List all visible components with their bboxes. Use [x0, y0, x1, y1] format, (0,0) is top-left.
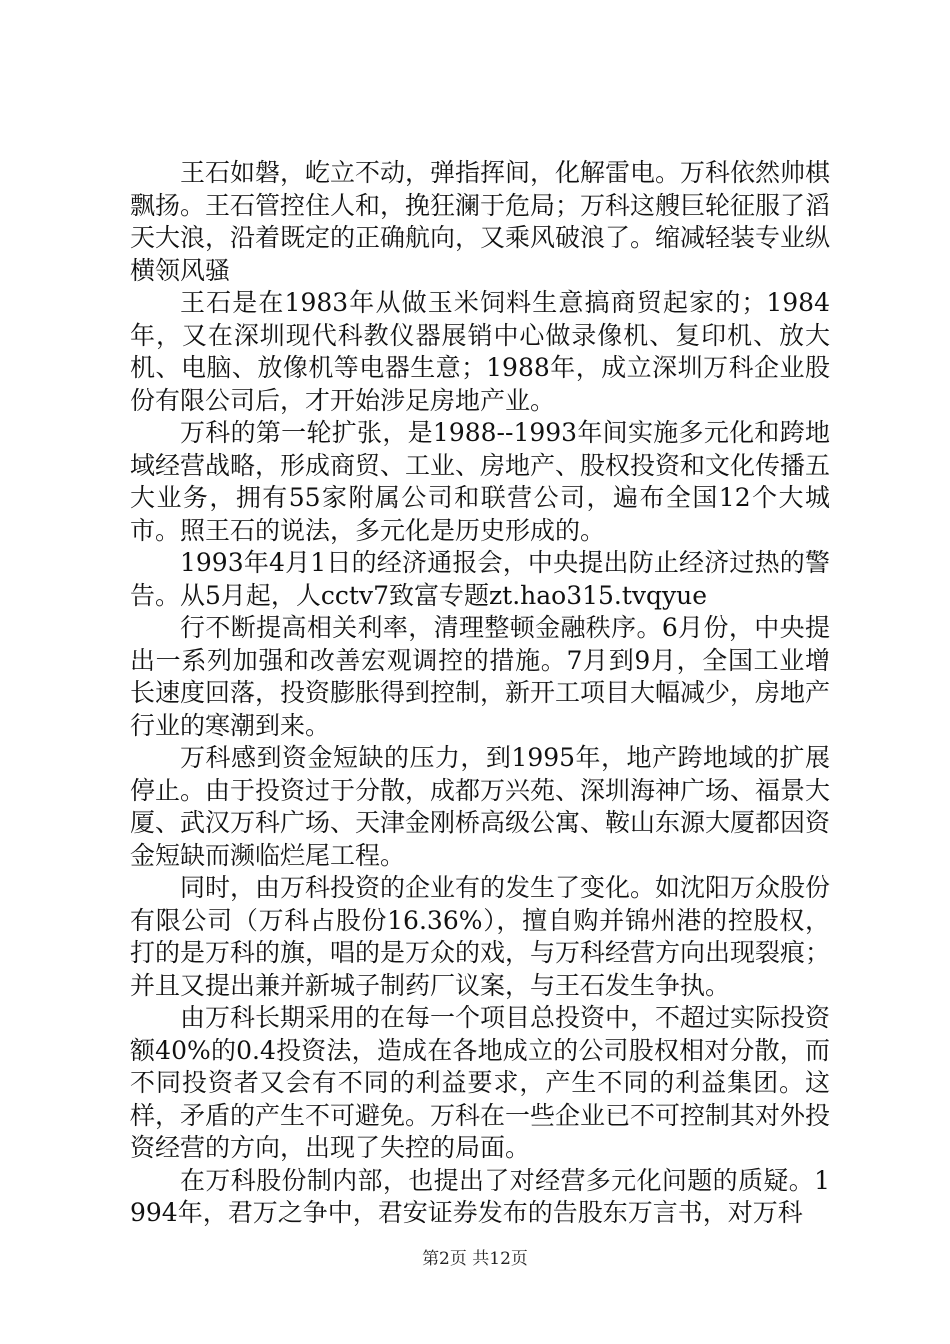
- paragraph-2: 王石是在1983年从做玉米饲料生意搞商贸起家的；1984年，又在深圳现代科教仪器展销中心做录像机、复印机、放大机、电脑、放像机等电器生意；1988年，成立深圳万科企业股份有限公司后，才开始涉足房地产业。: [130, 288, 830, 415]
- paragraph-8: 由万科长期采用的在每一个项目总投资中，不超过实际投资额40%的0.4投资法，造成在各地成立的公司股权相对分散，而不同投资者又会有不同的利益要求，产生不同的利益集团。这样，矛盾的产生不可避免。万科在一些企业已不可控制其对外投资经营的方向，出现了失控的局面。: [130, 1003, 831, 1162]
- document-body: [130, 157, 830, 1230]
- paragraph-7: 同时，由万科投资的企业有的发生了变化。如沈阳万众股份有限公司（万科占股份16.36%），擅自购并锦州港的控股权，打的是万科的旗，唱的是万众的戏，与万科经营方向出现裂痕；并且又提出兼并新城子制药厂议案，与王石发生争执。: [130, 873, 831, 1000]
- page-number: 第2页 共12页: [422, 1249, 528, 1269]
- paragraph-6: 万科感到资金短缺的压力，到1995年，地产跨地域的扩展停止。由于投资过于分散，成都万兴苑、深圳海神广场、福景大厦、武汉万科广场、天津金刚桥高级公寓、鞍山东源大厦都因资金短缺而濒临烂尾工程。: [130, 743, 831, 870]
- paragraph-9: 在万科股份制内部，也提出了对经营多元化问题的质疑。1994年，君万之争中，君安证券发布的告股东万言书，对万科: [130, 1165, 830, 1227]
- paragraph-5: 行不断提高相关利率，清理整顿金融秩序。6月份，中央提出一系列加强和改善宏观调控的措施。7月到9月，全国工业增长速度回落，投资膨胀得到控制，新开工项目大幅减少，房地产行业的寒潮到来。: [130, 613, 831, 740]
- paragraph-1: 王石如磐，屹立不动，弹指挥间，化解雷电。万科依然帅棋飘扬。王石管控住人和，挽狂澜于危局；万科这艘巨轮征服了滔天大浪，沿着既定的正确航向，又乘风破浪了。缩减轻装专业纵横领风骚: [130, 158, 831, 285]
- paragraph-4: 1993年4月1日的经济通报会，中央提出防止经济过热的警告。从5月起，人cctv7致富专题zt.hao315.tvqyue: [130, 548, 830, 610]
- paragraph-3: 万科的第一轮扩张，是1988--1993年间实施多元化和跨地域经营战略，形成商贸、工业、房地产、股权投资和文化传播五大业务，拥有55家附属公司和联营公司，遍布全国12个大城市。照王石的说法，多元化是历史形成的。: [130, 418, 831, 545]
- page-footer: [0, 1244, 950, 1269]
